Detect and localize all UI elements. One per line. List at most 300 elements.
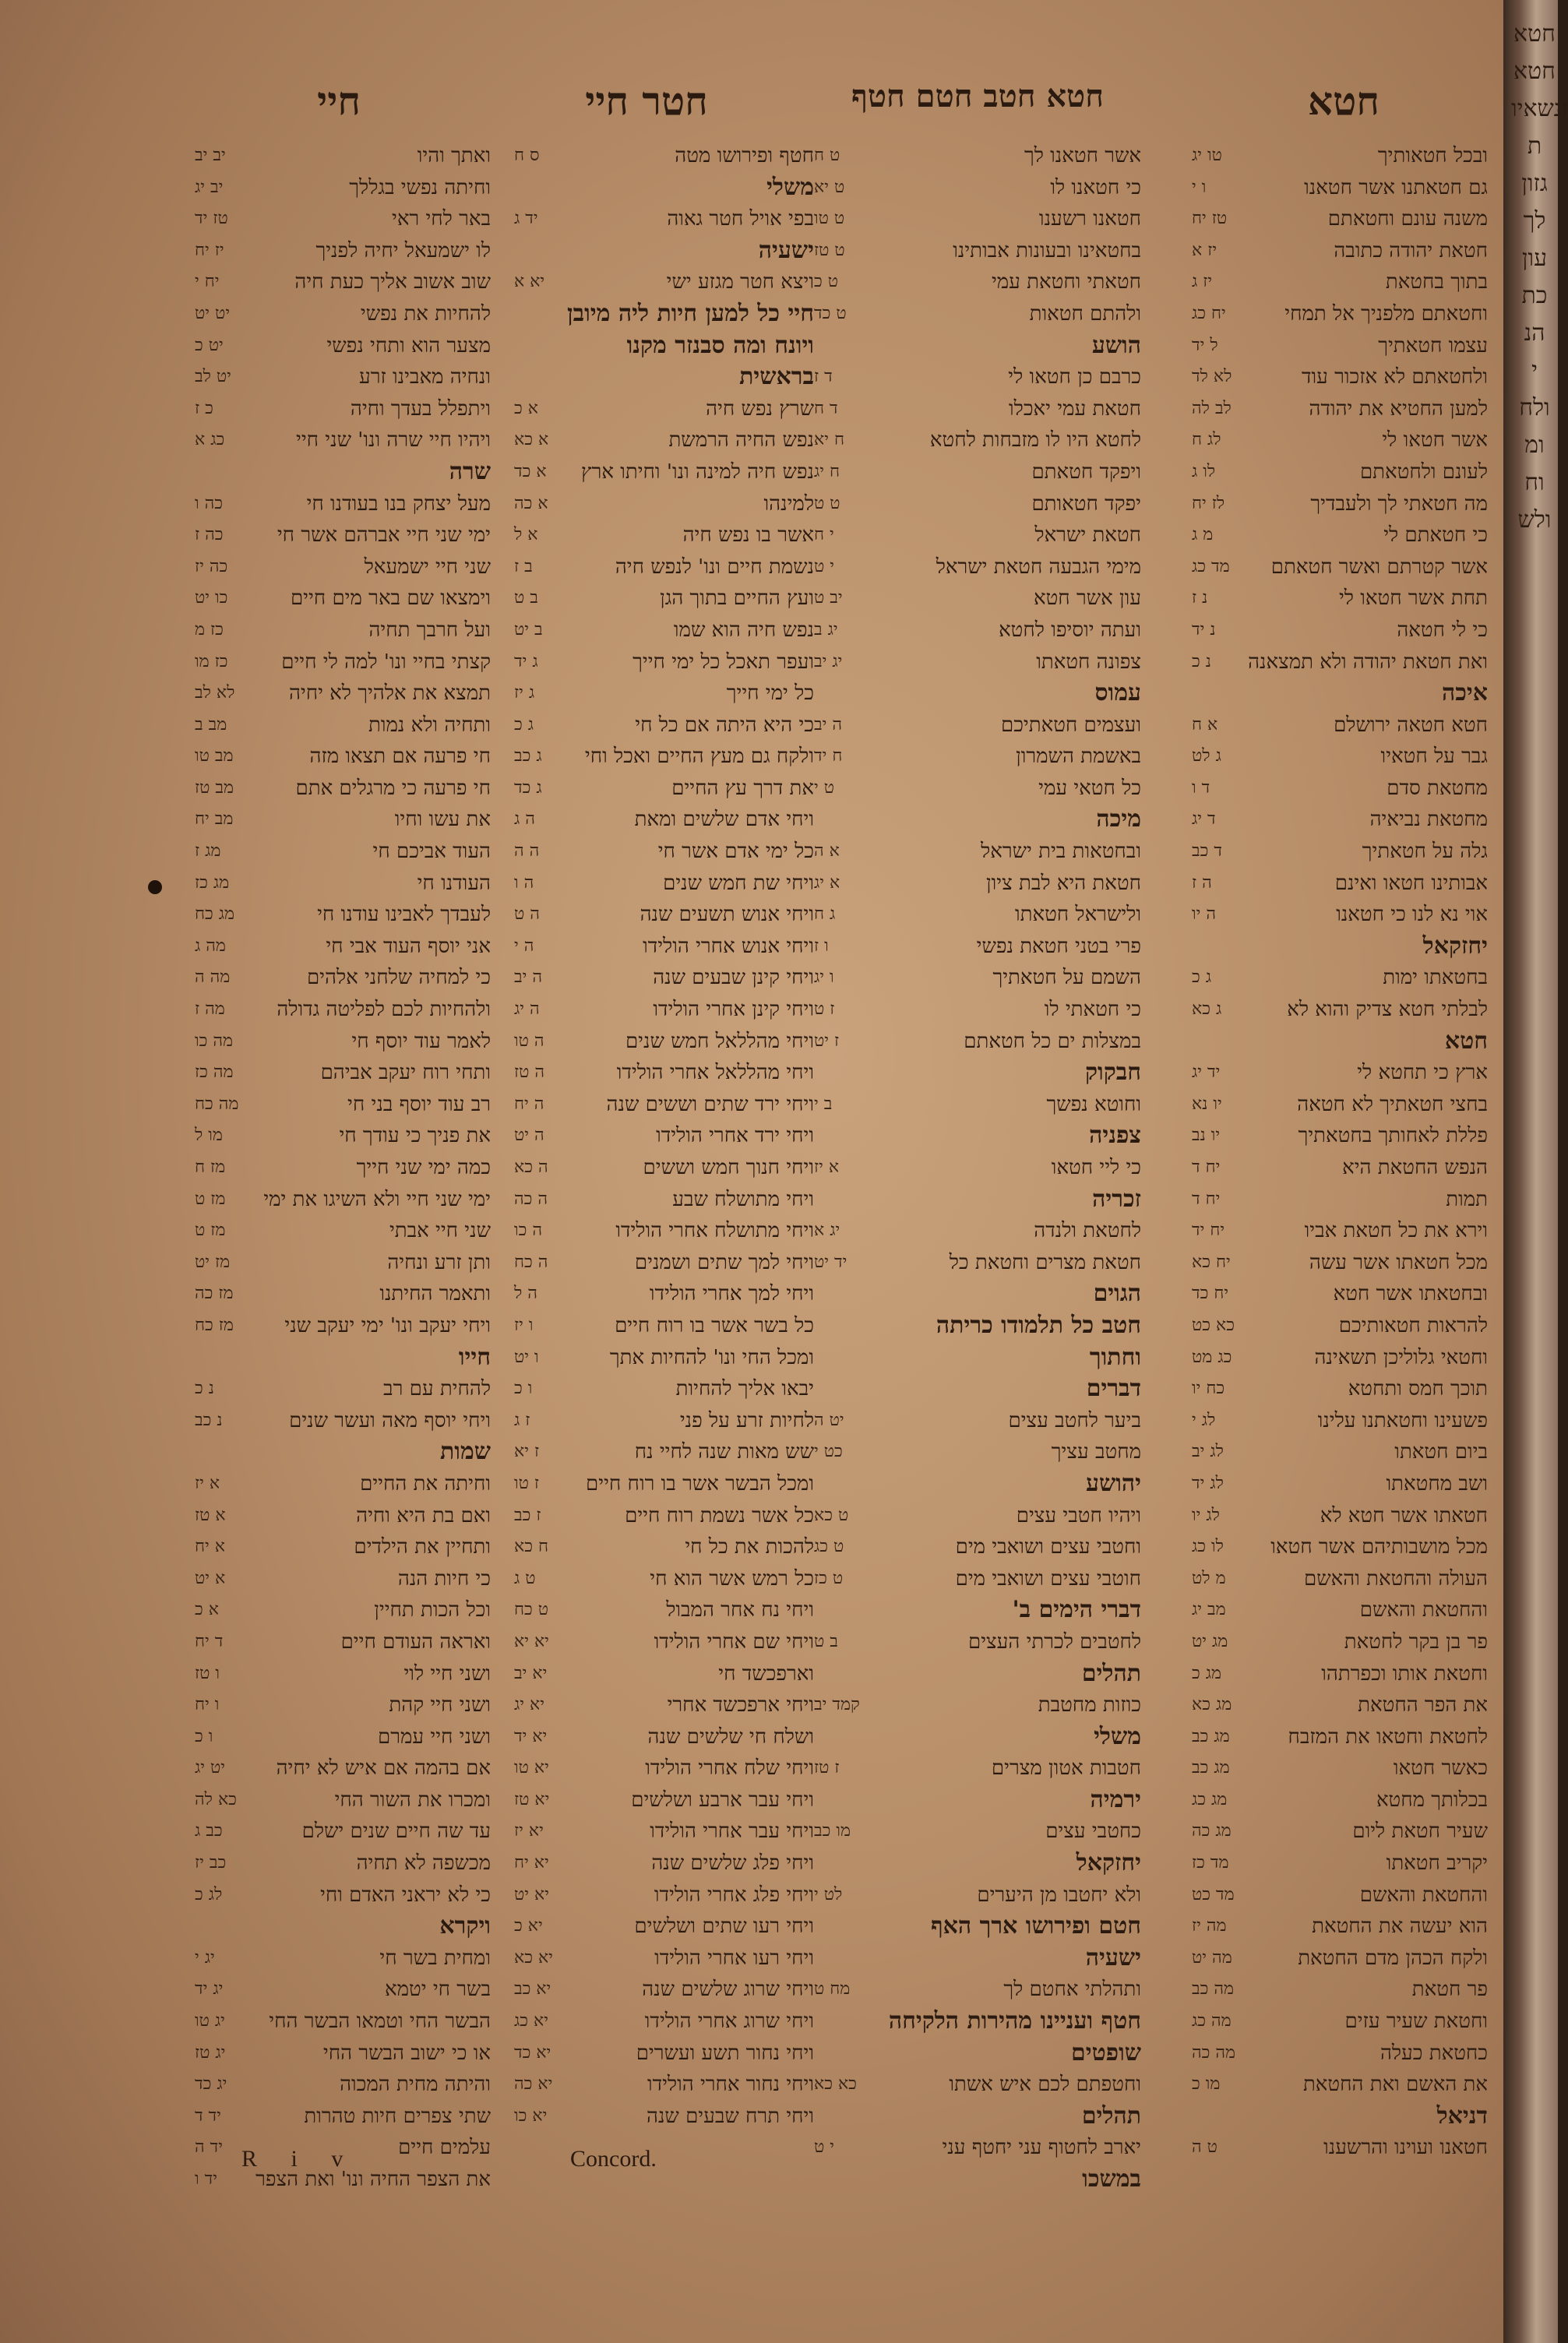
entry-row — [195, 203, 491, 235]
entry-reference: לז יח — [1192, 493, 1225, 513]
entry-row — [514, 678, 814, 710]
entry-text: כי חיות הנה — [397, 1566, 491, 1591]
entry-reference: א כה — [514, 493, 548, 513]
entry-row — [814, 1152, 1141, 1184]
entry-text: ויחי שם אחרי הולידו — [654, 1630, 814, 1654]
entry-reference: מג יט — [1192, 1631, 1228, 1651]
entry-row — [814, 868, 1141, 900]
entry-reference: יא כג — [514, 2011, 548, 2031]
entry-reference: נ יד — [1192, 619, 1216, 639]
header-col4: חיי — [317, 78, 361, 124]
entry-reference: ט ח — [814, 146, 840, 165]
entry-text: כל בשר אשר בו רוח חיים — [615, 1313, 814, 1337]
entry-reference: טז יח — [1192, 209, 1228, 229]
entry-text: לחטבים לכרתי העצים — [967, 1630, 1141, 1654]
entry-row — [1192, 1215, 1488, 1247]
entry-reference: ז ט — [814, 999, 835, 1020]
entry-reference: יא כד — [514, 2042, 551, 2063]
entry-reference: כח יו — [1192, 1379, 1225, 1399]
edge-fragment: לך — [1523, 207, 1546, 234]
entry-reference: א כא — [514, 430, 549, 450]
entry-row — [514, 1184, 814, 1216]
entry-text: גבר על חטאיו — [1380, 745, 1488, 769]
entry-text: הנפש החטאת היא — [1342, 1156, 1488, 1179]
entry-reference: ט יא — [814, 177, 845, 197]
entry-reference: מד כג — [1192, 556, 1230, 576]
entry-row — [1192, 1911, 1488, 1943]
entry-reference: יא טז — [514, 1789, 550, 1809]
entry-text: מכל חטאתו אשר עשה — [1309, 1250, 1488, 1274]
entry-text: את דרך עץ החיים — [671, 776, 814, 800]
entry-text: נפש חיה למינה ונו' וחיתו ארץ — [581, 460, 814, 484]
entry-reference: כה יז — [195, 556, 228, 576]
entry-reference: יא טו — [514, 1758, 549, 1778]
entry-row — [195, 836, 491, 868]
entry-reference: ד ח — [814, 398, 838, 418]
entry-reference: טו יג — [1192, 146, 1222, 165]
entry-text: חטאת יהודה כתובה — [1334, 238, 1488, 262]
entry-text: ותהלתי אחטם לך — [1003, 1978, 1141, 2002]
entry-reference: ט כד — [814, 303, 847, 323]
entry-row — [1192, 804, 1488, 836]
entry-text: להכות את כל חי — [685, 1535, 814, 1559]
entry-text: ויחי עבר ארבע ושלשים — [631, 1788, 814, 1812]
entry-row — [814, 1563, 1141, 1595]
ink-spot — [148, 880, 162, 894]
entry-reference: יג א — [814, 1221, 840, 1241]
entry-text: את האשם ואת החטאת — [1302, 2073, 1488, 2097]
entry-row — [195, 1816, 491, 1848]
entry-reference: ב יט — [514, 619, 543, 639]
entry-text: ומכל הבשר אשר בו רוח חיים — [586, 1471, 814, 1496]
entry-reference: ח יא — [814, 430, 844, 450]
entry-reference: א יז — [195, 1473, 220, 1493]
entry-text: יפקד חטאותם — [1031, 492, 1141, 516]
entry-reference: יד ה — [195, 2137, 223, 2158]
entry-text: חטאתי וחטאת עמי — [991, 270, 1141, 294]
entry-text: ולא יחטבו מן היערים — [977, 1883, 1141, 1907]
entry-row — [814, 1974, 1141, 2006]
entry-row — [195, 868, 491, 900]
entry-reference: ה ו — [514, 872, 534, 893]
entry-text: שעיר חטאת ליום — [1352, 1820, 1488, 1844]
footer-catchword: Concord. — [570, 2146, 657, 2172]
entry-reference: ז ג — [514, 1410, 530, 1430]
entry-text: כל חטאי עמי — [1038, 776, 1141, 800]
entry-text: חטאנו ועוינו והרשענו — [1323, 2136, 1488, 2160]
entry-text: בראשית — [739, 363, 814, 391]
entry-text: ביער לחטב עצים — [1008, 1408, 1141, 1432]
entry-reference: מג כה — [1192, 1821, 1231, 1841]
entry-text: ולישראל חטאתו — [1014, 903, 1141, 927]
entry-text: ויונח ומה סבנזר מקנו — [626, 331, 814, 359]
entry-row — [814, 1215, 1141, 1247]
entry-reference: כג מט — [1192, 1347, 1232, 1367]
entry-text: ויחי מתושלח שבע — [672, 1187, 814, 1211]
entry-text: ובחטאות בית ישראל — [981, 840, 1141, 864]
entry-row — [514, 520, 814, 551]
entry-text: ויחי אנוש אחרי הולידו — [643, 934, 814, 958]
entry-text: ויחי פלג שלשים שנה — [651, 1851, 814, 1876]
entry-text: צפונה חטאתו — [1036, 650, 1141, 674]
entry-row — [814, 425, 1141, 456]
entry-row — [514, 1089, 814, 1121]
entry-row — [1192, 1848, 1488, 1880]
entry-row — [195, 1500, 491, 1532]
entry-text: ושני חיי לוי — [403, 1661, 491, 1686]
entry-text: שני חיי ישמעאל — [364, 555, 491, 579]
entry-reference: יג ב — [814, 619, 838, 639]
entry-text: ירמיה — [1090, 1785, 1141, 1813]
entry-row — [514, 1405, 814, 1437]
entry-reference: ג לט — [1192, 746, 1221, 766]
entry-row — [514, 2069, 814, 2101]
entry-row — [814, 1310, 1141, 1342]
entry-text: זכריה — [1092, 1185, 1141, 1213]
entry-text: ומחית בשר חי — [379, 1946, 491, 1970]
entry-text: ויקרא — [439, 1912, 491, 1940]
entry-text: יקריב חטאתו — [1386, 1851, 1488, 1876]
entry-text: ולקח הכהן מדם החטאת — [1298, 1946, 1488, 1970]
entry-row — [195, 1278, 491, 1310]
entry-row — [814, 583, 1141, 615]
entry-reference: א כד — [514, 461, 547, 481]
entry-row — [1192, 1880, 1488, 1911]
entry-row — [514, 1785, 814, 1816]
entry-text: והחטאת והאשם — [1359, 1883, 1488, 1907]
entry-reference: ה ל — [514, 1284, 537, 1304]
entry-reference: לג ח — [1192, 430, 1221, 450]
entry-row — [195, 1247, 491, 1279]
entry-text: ועל חרבך תחיה — [368, 618, 491, 642]
entry-reference: קמד יב — [814, 1695, 860, 1715]
entry-row — [814, 1943, 1141, 1975]
entry-row — [814, 1342, 1141, 1374]
column-4 — [195, 140, 491, 2196]
entry-row — [514, 836, 814, 868]
entry-row — [814, 1626, 1141, 1658]
entry-text: שרה — [449, 457, 491, 485]
entry-row — [195, 1911, 491, 1943]
entry-row — [514, 1753, 814, 1785]
entry-reference: יד יט — [814, 1252, 847, 1272]
entry-text: למען החטיא את יהודה — [1309, 396, 1488, 421]
entry-row — [195, 710, 491, 742]
entry-reference: ו יט — [514, 1347, 539, 1367]
entry-text: גלה על חטאתיך — [1362, 840, 1488, 864]
entry-row — [514, 1658, 814, 1690]
entry-reference: מד כט — [1192, 1884, 1235, 1904]
entry-row — [514, 2101, 814, 2133]
entry-row — [1192, 2006, 1488, 2038]
entry-row — [1192, 931, 1488, 963]
entry-reference: נ כ — [195, 1379, 214, 1399]
entry-reference: ו ז — [814, 935, 829, 956]
entry-reference: לב לה — [1192, 398, 1231, 418]
entry-row — [514, 1943, 814, 1975]
entry-reference: ס ח — [514, 146, 540, 165]
entry-reference: יב ט — [814, 588, 843, 608]
entry-row — [514, 488, 814, 520]
entry-reference: יו נא — [1192, 1094, 1222, 1114]
entry-text: אשר בו נפש חיה — [682, 523, 814, 548]
entry-text: כי חטאנו לו — [1050, 175, 1141, 199]
entry-text: אוי נא לנו כי חטאנו — [1336, 903, 1488, 927]
entry-row — [514, 804, 814, 836]
entry-reference: ח יד — [814, 746, 843, 766]
entry-reference: ג יז — [514, 683, 535, 703]
entry-row — [814, 235, 1141, 267]
entry-row — [1192, 1468, 1488, 1500]
entry-row — [514, 1594, 814, 1626]
entry-row — [195, 773, 491, 805]
entry-text: את עשו וחיו — [394, 808, 491, 832]
entry-row — [814, 1405, 1141, 1437]
entry-text: וכל הכות תחיין — [374, 1598, 491, 1622]
entry-row — [514, 1373, 814, 1405]
entry-text: חטאת ישראל — [1034, 523, 1141, 548]
entry-reference: מז יט — [195, 1252, 231, 1272]
entry-text: ויחי מתושלח אחרי הולידו — [615, 1219, 814, 1243]
entry-row — [195, 1184, 491, 1216]
entry-text: דברים — [1086, 1375, 1141, 1403]
entry-reference: מו כ — [1192, 2074, 1221, 2095]
entry-row — [814, 1184, 1141, 1216]
entry-reference: מ ג — [1192, 525, 1214, 545]
entry-row — [195, 551, 491, 583]
entry-row — [1192, 235, 1488, 267]
entry-reference: יט יט — [195, 303, 231, 323]
entry-reference: י ח — [814, 525, 834, 545]
entry-reference: יד יג — [1192, 1062, 1221, 1083]
entry-reference: ו טז — [195, 1663, 220, 1683]
entry-reference: ט כא — [814, 1505, 849, 1525]
entry-row — [814, 140, 1141, 172]
entry-reference: לו ג — [1192, 461, 1216, 481]
entry-reference: ו י — [1192, 177, 1207, 197]
entry-row — [814, 962, 1141, 994]
edge-fragment: וח — [1524, 469, 1545, 496]
entry-text: ועתה יוסיפו לחטא — [999, 618, 1141, 642]
entry-reference: ג כ — [514, 714, 534, 735]
entry-text: אני יוסף העוד אבי חי — [326, 934, 491, 958]
footer-signature: R i v — [241, 2146, 358, 2172]
entry-reference: יא כא — [514, 1947, 553, 1968]
entry-text: חטב כל תלמודו כריתה — [936, 1311, 1141, 1339]
entry-text: כחטאת כעלה — [1379, 2041, 1488, 2065]
entry-reference: יז ג — [1192, 272, 1213, 292]
entry-row — [1192, 520, 1488, 551]
entry-reference: מג כא — [1192, 1695, 1232, 1715]
entry-reference: מה יז — [1192, 1916, 1227, 1936]
entry-row — [814, 994, 1141, 1026]
entry-row — [195, 1848, 491, 1880]
entry-reference: ו יז — [514, 1315, 534, 1335]
entry-row — [1192, 551, 1488, 583]
entry-row — [1192, 203, 1488, 235]
entry-row — [514, 710, 814, 742]
entry-text: ושני חיי עמרם — [377, 1725, 491, 1749]
entry-text: את פניך כי עודך חי — [339, 1124, 491, 1148]
entry-text: חטם ופירושו ארך האף — [931, 1912, 1141, 1940]
entry-text: חטאנו רשענו — [1038, 207, 1141, 231]
entry-reference: יד ג — [514, 209, 538, 229]
entry-text: ויצא חטר מגזע ישי — [666, 270, 814, 294]
entry-row — [1192, 1563, 1488, 1595]
entry-row — [514, 1816, 814, 1848]
entry-reference: יד ד — [195, 2105, 221, 2126]
entry-text: אם בהמה אם איש לא יחיה — [276, 1756, 491, 1781]
entry-text: השמם על חטאתיך — [992, 966, 1141, 990]
entry-text: לבלתי חטא צדיק והוא לא — [1287, 998, 1488, 1022]
edge-fragment: גזון — [1521, 170, 1548, 197]
entry-reference: א יז — [814, 1157, 840, 1177]
entry-reference: כא כט — [1192, 1315, 1235, 1335]
entry-row — [1192, 1120, 1488, 1152]
entry-reference: ה יב — [814, 714, 843, 735]
entry-reference: ג כא — [1192, 999, 1222, 1020]
entry-text: העודנו חי — [417, 871, 491, 895]
entry-reference: ה יב — [514, 967, 543, 988]
entry-reference: כז מו — [195, 651, 228, 671]
entry-text: כי חטאתי לו — [1044, 998, 1141, 1022]
entry-text: והיתה מחית המכוה — [340, 2073, 491, 2097]
entry-text: ויחי למך אחרי הולידו — [649, 1282, 814, 1306]
entry-text: כוזות מחטבת — [1038, 1693, 1141, 1718]
entry-reference: ג יד — [514, 651, 538, 671]
entry-text: ימי שני חיי ולא השיגו את ימי — [263, 1187, 491, 1211]
entry-reference: ג כד — [514, 777, 542, 798]
entry-row — [514, 2038, 814, 2070]
entry-text: עלמים חיים — [398, 2136, 491, 2160]
entry-reference: יג כד — [195, 2074, 227, 2095]
entry-text: מימי הגבעה חטאת ישראל — [936, 555, 1141, 579]
entry-reference: נ כב — [195, 1410, 223, 1430]
entry-text: בכלותך מחטא — [1376, 1788, 1488, 1812]
entry-row — [1192, 773, 1488, 805]
entry-row — [195, 741, 491, 773]
entry-text: וחתוך — [1089, 1343, 1141, 1371]
entry-text: כי היא היתה אם כל חי — [635, 713, 814, 737]
entry-text: כי למחיה שלחני אלהים — [306, 966, 491, 990]
entry-row — [1192, 994, 1488, 1026]
entry-text: נפש חיה הוא שמו — [673, 618, 814, 642]
entry-reference: מג כג — [1192, 1789, 1228, 1809]
entry-reference: לא לד — [1192, 367, 1232, 387]
column-2 — [814, 140, 1141, 2196]
entry-row — [195, 1120, 491, 1152]
entry-row — [814, 266, 1141, 298]
entry-text: תמצא את אלהיך לא יחיה — [288, 682, 491, 706]
entry-row — [514, 1689, 814, 1721]
entry-text: חטא — [1444, 1027, 1488, 1055]
entry-row — [195, 393, 491, 425]
entry-row — [1192, 140, 1488, 172]
entry-text: לעבדך לאבינו עודנו חי — [317, 903, 491, 927]
entry-row — [814, 1057, 1141, 1089]
entry-reference: ט י — [814, 777, 835, 798]
entry-row — [195, 266, 491, 298]
entry-row — [1192, 678, 1488, 710]
entry-text: לאמר עוד יוסף חי — [351, 1029, 491, 1053]
entry-row — [814, 741, 1141, 773]
entry-row — [814, 456, 1141, 488]
entry-text: וחיתה את החיים — [360, 1471, 491, 1496]
entry-text: ויפקד חטאתם — [1031, 460, 1141, 484]
entry-row — [1192, 962, 1488, 994]
entry-reference: כ ז — [195, 398, 213, 418]
entry-row — [514, 868, 814, 900]
entry-text: ויחי חנוך חמש וששים — [643, 1156, 814, 1179]
entry-text: ויחי פלג אחרי הולידו — [654, 1883, 814, 1907]
entry-row — [514, 1563, 814, 1595]
entry-row — [195, 1152, 491, 1184]
entry-row — [195, 298, 491, 330]
entry-text: חטבות אטון מצרים — [991, 1756, 1141, 1781]
entry-text: ויחי למך שתים ושמנים — [634, 1250, 814, 1274]
entry-row — [1192, 1310, 1488, 1342]
entry-text: מחטב עציך — [1051, 1440, 1141, 1464]
entry-text: ועצמים חטאתיכם — [1000, 713, 1141, 737]
entry-text: שוב אשוב אליך כעת חיה — [294, 270, 491, 294]
entry-reference: כב ג — [195, 1821, 223, 1841]
entry-row — [195, 2006, 491, 2038]
entry-row — [195, 140, 491, 172]
entry-row — [814, 2101, 1141, 2133]
entry-reference: מה כח — [195, 1094, 239, 1114]
entry-reference: א טז — [195, 1505, 226, 1525]
entry-text: העוד אביכם חי — [372, 840, 491, 864]
entry-text: יחזקאל — [1422, 932, 1488, 960]
entry-row — [514, 615, 814, 647]
entry-reference: מה ג — [195, 935, 226, 956]
entry-text: להחית עם רב — [383, 1377, 491, 1401]
entry-reference: ה י — [514, 935, 534, 956]
entry-row — [195, 1943, 491, 1975]
entry-row — [1192, 710, 1488, 742]
entry-reference: ד יח — [195, 1631, 224, 1651]
entry-row — [814, 678, 1141, 710]
entry-row — [814, 1658, 1141, 1690]
entry-row — [1192, 425, 1488, 456]
entry-reference: ה כח — [514, 1252, 548, 1272]
entry-reference: יח יד — [1192, 1221, 1225, 1241]
entry-text: ויחי שרוג אחרי הולידו — [644, 2010, 814, 2034]
entry-text: ואתך והיו — [417, 144, 491, 167]
header-col1: חטא — [1308, 78, 1379, 124]
entry-reference: א ל — [514, 525, 538, 545]
entry-text: ישעיה — [758, 236, 814, 264]
entry-text: ויחי אדם שלשים ומאת — [634, 808, 814, 832]
entry-row — [1192, 1373, 1488, 1405]
entry-row — [195, 647, 491, 678]
entry-reference: י ט — [814, 2137, 835, 2158]
entry-text: פר בן בקר לחטאת — [1344, 1630, 1488, 1654]
entry-row — [514, 172, 814, 204]
entry-reference: יא כה — [514, 2074, 553, 2095]
entry-text: מעל יצחק בנו בעודנו חי — [306, 492, 491, 516]
entry-row — [1192, 456, 1488, 488]
entry-text: תהלים — [1081, 2102, 1141, 2130]
entry-row — [1192, 1785, 1488, 1816]
entry-reference: ט ה — [1192, 2137, 1217, 2158]
entry-reference: מ לט — [1192, 1568, 1226, 1588]
entry-text: ועץ החיים בתוך הגן — [660, 587, 814, 611]
entry-row — [514, 931, 814, 963]
entry-text: את הצפר החיה ונו' ואת הצפר — [255, 2168, 491, 2191]
entry-reference: כט י — [814, 1442, 843, 1462]
entry-row — [1192, 172, 1488, 204]
